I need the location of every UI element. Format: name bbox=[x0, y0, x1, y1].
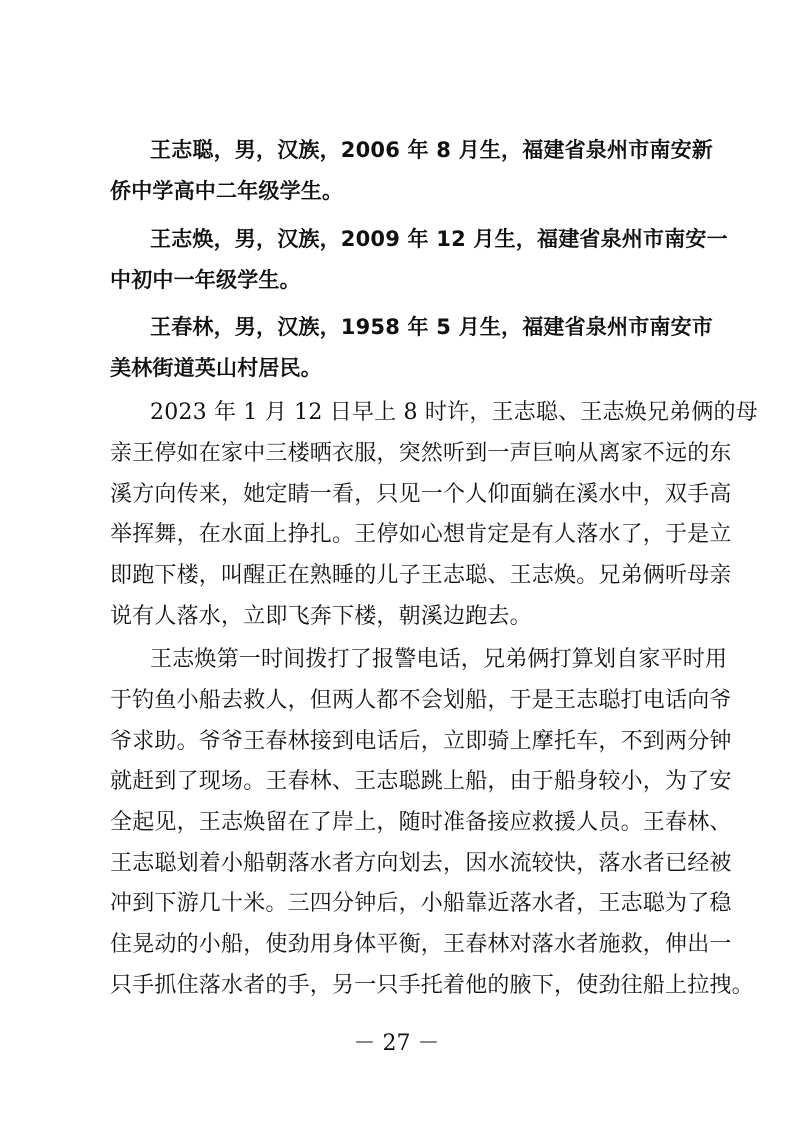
bio-wang-zhihuan-line-2: 中初中一年级学生。 bbox=[110, 268, 301, 292]
paragraph1-line: 即跑下楼，叫醒正在熟睡的儿子王志聪、王志焕。兄弟俩听母亲 bbox=[110, 563, 732, 588]
paragraph2-line: 爷求助。爷爷王春林接到电话后，立即骑上摩托车，不到两分钟 bbox=[110, 729, 732, 754]
paragraph1-line: 溪方向传来，她定睛一看，只见一个人仰面躺在溪水中，双手高 bbox=[110, 482, 732, 507]
bio-wang-chunlin-line-1: 王春林，男，汉族，1958 年 5 月生，福建省泉州市南安市 bbox=[150, 315, 713, 339]
bio-wang-zhicong-line-1: 王志聪，男，汉族，2006 年 8 月生，福建省泉州市南安新 bbox=[150, 138, 713, 162]
bio-wang-chunlin-line-2: 美林街道英山村居民。 bbox=[110, 356, 322, 380]
paragraph1-line: 亲王停如在家中三楼晒衣服，突然听到一声巨响从离家不远的东 bbox=[110, 441, 732, 466]
paragraph2-line: 冲到下游几十米。三四分钟后，小船靠近落水者，王志聪为了稳 bbox=[110, 891, 732, 916]
paragraph2-line: 住晃动的小船，使劲用身体平衡，王春林对落水者施救，伸出一 bbox=[110, 932, 732, 957]
bio-wang-zhicong-line-2: 侨中学高中二年级学生。 bbox=[110, 179, 344, 203]
paragraph1-line: 说有人落水，立即飞奔下楼，朝溪边跑去。 bbox=[110, 604, 532, 629]
paragraph2-line: 全起见，王志焕留在了岸上，随时准备接应救援人员。王春林、 bbox=[110, 810, 732, 835]
bio-wang-zhihuan-line-1: 王志焕，男，汉族，2009 年 12 月生，福建省泉州市南安一 bbox=[150, 227, 728, 251]
paragraph2-line: 只手抓住落水者的手，另一只手托着他的腋下，使劲往船上拉拽。 bbox=[110, 973, 754, 998]
paragraph2-line: 王志焕第一时间拨打了报警电话，兄弟俩打算划自家平时用 bbox=[150, 647, 728, 672]
page-number: － 27 － bbox=[353, 1031, 440, 1056]
paragraph2-line: 就赶到了现场。王春林、王志聪跳上船，由于船身较小，为了安 bbox=[110, 769, 732, 794]
paragraph2-line: 王志聪划着小船朝落水者方向划去，因水流较快，落水者已经被 bbox=[110, 851, 732, 876]
paragraph1-line: 举挥舞，在水面上挣扎。王停如心想肯定是有人落水了，于是立 bbox=[110, 522, 732, 547]
paragraph2-line: 于钓鱼小船去救人，但两人都不会划船，于是王志聪打电话向爷 bbox=[110, 688, 732, 713]
paragraph1-line: 2023 年 1 月 12 日早上 8 时许，王志聪、王志焕兄弟俩的母 bbox=[150, 400, 758, 425]
